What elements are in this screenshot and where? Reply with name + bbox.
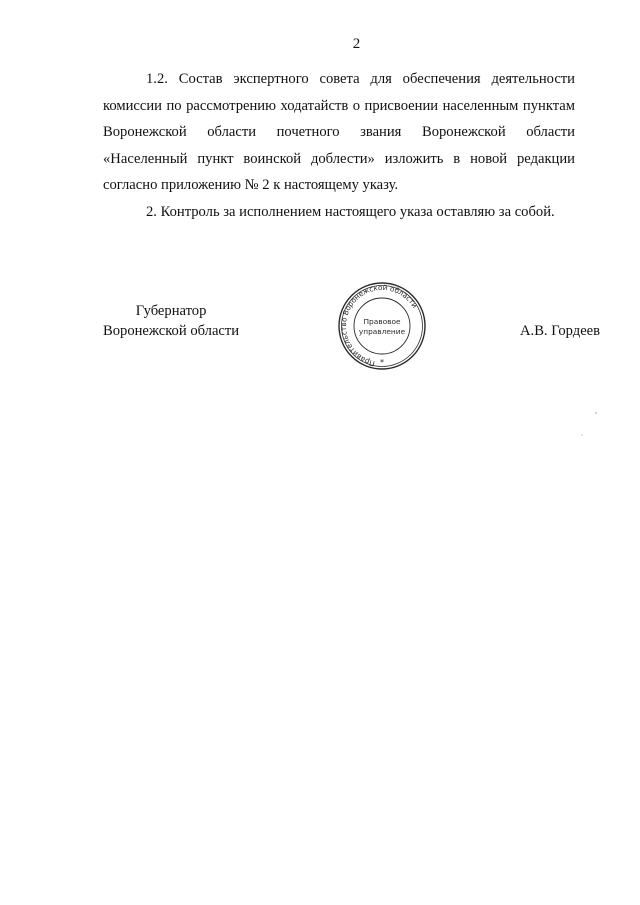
signatory-name: А.В. Гордеев [520, 323, 601, 339]
stamp-center-line1: Правовое [363, 317, 401, 326]
scan-speck [595, 412, 596, 413]
scan-speck [582, 435, 583, 436]
scan-specks [570, 410, 600, 450]
signatory-position [103, 301, 239, 341]
official-stamp [337, 281, 427, 371]
signatory-position-line2: Воронежской области [103, 323, 240, 339]
page-number: 2 [352, 36, 361, 52]
stamp-ring-text: Правительство Воронежской области [338, 282, 420, 369]
stamp-center-line2: управление [358, 327, 406, 336]
stamp-star: * [380, 358, 384, 367]
document-body [103, 66, 575, 225]
signatory-position-line1: Губернатор [135, 303, 207, 319]
stamp-center-ring [354, 298, 410, 354]
paragraph-2: 2. Контроль за исполнением настоящего указа оставляю за собой. [146, 203, 555, 220]
paragraph-1-2: 1.2. Состав экспертного совета для обеспечения деятельности комиссии по рассмотрению ходатайств о присвоении населенным пунктам Воронежской области почетного звания Воронежской области «Населенный пункт воинской доблести» изложить в новой редакции согласно приложению № 2 к настоящему указу. [103, 71, 575, 193]
